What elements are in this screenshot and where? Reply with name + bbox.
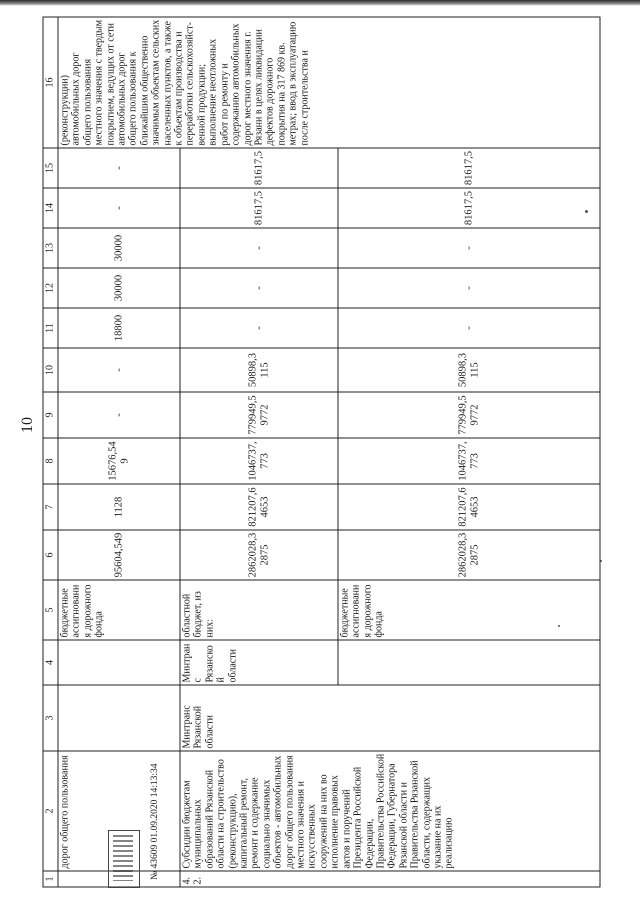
- table-row: [180, 17, 338, 887]
- column-number: 8: [43, 438, 58, 484]
- column-number: 13: [43, 228, 58, 268]
- funding-source-cell: бюджетные ассигнования дорожного фонда: [338, 580, 600, 640]
- administrator-cell: Минтранс Рязанской области: [180, 640, 338, 685]
- column-number: 4: [43, 640, 58, 685]
- total-cell: 2862028,32875: [338, 530, 600, 580]
- column-number: 15: [43, 148, 58, 188]
- column-number: 2: [43, 751, 58, 871]
- year-value-cell: 779949,59772: [180, 392, 338, 438]
- rotated-table-wrapper: [43, 18, 598, 888]
- year-value-cell: 15676,549: [58, 438, 180, 484]
- executor-cell: Минтранс Рязанской области: [180, 685, 600, 751]
- year-value-cell: -: [180, 228, 338, 268]
- funding-source-cell: бюджетные ассигнования дорожного фонда: [58, 580, 180, 640]
- executor-cell: [58, 685, 180, 751]
- column-number-row: [43, 17, 58, 887]
- year-value-cell: -: [180, 308, 338, 348]
- year-value-cell: -: [58, 148, 180, 188]
- year-value-cell: 779949,59772: [338, 392, 600, 438]
- total-cell: 95604,549: [58, 530, 180, 580]
- registration-stamp-text: № 43609 01.09.2020 14:13:34: [150, 763, 160, 880]
- column-number: 1: [43, 871, 58, 887]
- year-value-cell: -: [338, 228, 600, 268]
- year-value-cell: 30000: [58, 268, 180, 308]
- administrator-cell: [338, 640, 600, 685]
- year-value-cell: 18800: [58, 308, 180, 348]
- year-value-cell: 1046737,773: [338, 438, 600, 484]
- registration-logo: [108, 830, 140, 888]
- year-value-cell: -: [338, 268, 600, 308]
- column-number: 9: [43, 392, 58, 438]
- column-number: 7: [43, 484, 58, 530]
- column-number: 3: [43, 685, 58, 751]
- year-value-cell: 1046737,773: [180, 438, 338, 484]
- column-number: 5: [43, 580, 58, 640]
- year-value-cell: -: [338, 308, 600, 348]
- year-value-cell: 81617,5: [180, 148, 338, 188]
- row-number-cell: 4.2.: [180, 871, 600, 887]
- table-row: [58, 17, 180, 887]
- column-number: 16: [43, 17, 58, 148]
- expected-results-cell: (реконструкции) автомобильных дорог общего пользования местного значения с твердым покрытием, ведущих от сети автомобильных дорог общего пользования к ближайшим общественно значимым объектам сельских населенных пунктов, а также к объектам производства и переработки сельскохозяйст-венной продукции; выполнение неотложных работ по ремонту и содержанию автомобильных дорог местного значения г. Рязани в целях ликвидации дефектов дорожного покрытия на 317 869 кв. метрах; ввод в эксплуатацию после строительства и: [58, 17, 600, 148]
- year-value-cell: 81617,5: [338, 148, 600, 188]
- year-value-cell: 50898,3115: [338, 348, 600, 392]
- year-value-cell: -: [58, 348, 180, 392]
- column-number: 14: [43, 188, 58, 228]
- year-value-cell: -: [58, 392, 180, 438]
- page-number: 10: [19, 417, 36, 433]
- logo-mark-icon: [113, 835, 133, 881]
- administrator-cell: [58, 640, 180, 685]
- measure-name-cell: Субсидии бюджетам муниципальных образований Рязанской области на строительство (реконструкцию), капитальный ремонт, ремонт и содержание социально значимых объектов - автомобильных дорог общего пользования местного значения и искусственных сооружений на них во исполнение правовых актов и поручений Президента Российской Федерации, Правительства Российской Федерации, Губернатора Рязанской области и Правительства Рязанской области, содержащих указание на их реализацию: [180, 751, 600, 871]
- funding-source-cell: областной бюджет, из них:: [180, 580, 338, 640]
- column-number: 12: [43, 268, 58, 308]
- year-value-cell: 30000: [58, 228, 180, 268]
- column-number: 11: [43, 308, 58, 348]
- column-number: 10: [43, 348, 58, 392]
- scan-edge-artifact: [0, 0, 640, 6]
- year-value-cell: 50898,3115: [180, 348, 338, 392]
- measure-name-cell: дорог общего пользования: [58, 751, 180, 871]
- column-number: 6: [43, 530, 58, 580]
- year-value-cell: -: [180, 268, 338, 308]
- registration-stamp: [150, 580, 160, 880]
- budget-table: [43, 17, 601, 888]
- year-value-cell: -: [58, 188, 180, 228]
- year-value-cell: 821207,64653: [180, 484, 338, 530]
- year-value-cell: 821207,64653: [338, 484, 600, 530]
- total-cell: 2862028,32875: [180, 530, 338, 580]
- year-value-cell: 81617,5: [338, 188, 600, 228]
- year-value-cell: 81617,5: [180, 188, 338, 228]
- year-value-cell: 1128: [58, 484, 180, 530]
